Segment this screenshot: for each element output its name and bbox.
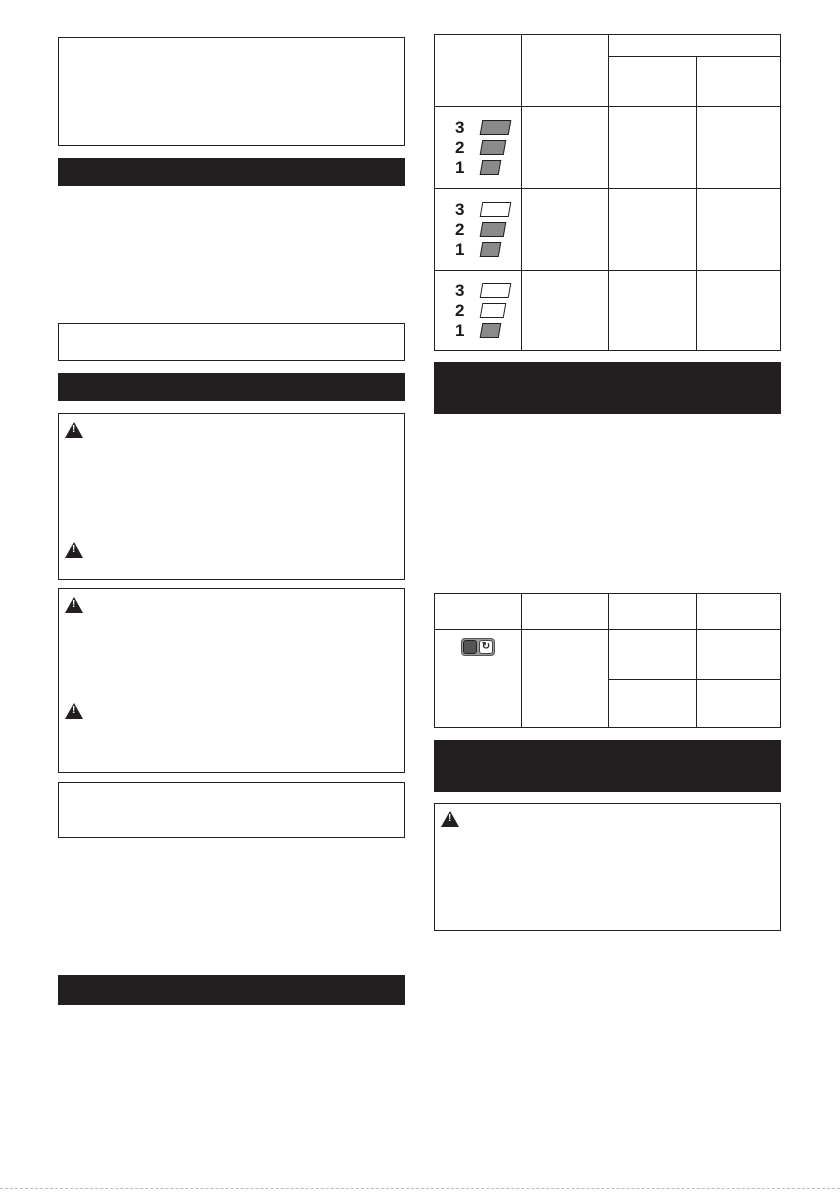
table-header-cell bbox=[697, 57, 781, 107]
table-cell bbox=[697, 680, 781, 728]
indicator-segment-lit bbox=[480, 222, 507, 237]
table-row bbox=[435, 630, 781, 680]
indicator-segment-lit bbox=[480, 323, 502, 338]
section-header-bar-4 bbox=[434, 362, 781, 414]
section-header-bar-1 bbox=[58, 158, 405, 186]
table-cell bbox=[522, 189, 609, 271]
level-number: 2 bbox=[455, 137, 465, 157]
indicator-segment-unlit bbox=[480, 202, 512, 217]
indicator-segment-lit bbox=[480, 120, 512, 135]
level-number: 2 bbox=[455, 300, 465, 320]
table-row bbox=[435, 107, 781, 189]
mode-table bbox=[434, 593, 781, 728]
battery-level-indicator bbox=[435, 107, 522, 189]
table-cell bbox=[609, 271, 697, 351]
warning-box-3 bbox=[434, 803, 781, 931]
square-button-icon bbox=[463, 640, 477, 654]
table-header-cell bbox=[609, 35, 781, 57]
level-number: 3 bbox=[455, 199, 465, 219]
level-number: 3 bbox=[455, 280, 465, 300]
mode-switch-button-icon bbox=[461, 638, 495, 656]
indicator-segment-lit bbox=[480, 140, 507, 155]
table-header-cell bbox=[697, 594, 781, 630]
indicator-segment-unlit bbox=[480, 303, 507, 318]
table-header-cell bbox=[522, 594, 609, 630]
table-cell bbox=[697, 189, 781, 271]
battery-capacity-table bbox=[434, 34, 781, 351]
table-cell bbox=[609, 630, 697, 680]
level-number: 2 bbox=[455, 219, 465, 239]
indicator-segment-unlit bbox=[480, 283, 512, 298]
table-cell bbox=[697, 107, 781, 189]
warning-triangle-icon bbox=[65, 703, 83, 719]
table-row bbox=[435, 271, 781, 351]
table-header-cell bbox=[609, 57, 697, 107]
table-cell bbox=[609, 107, 697, 189]
table-header-cell bbox=[435, 35, 522, 107]
table-cell bbox=[609, 680, 697, 728]
level-number: 3 bbox=[455, 117, 465, 137]
warning-box-2 bbox=[58, 588, 405, 773]
indicator-segment-lit bbox=[480, 242, 502, 257]
table-header-cell bbox=[522, 35, 609, 107]
section-header-bar-5 bbox=[434, 740, 781, 792]
table-header-cell bbox=[435, 594, 522, 630]
table-cell bbox=[609, 189, 697, 271]
level-number: 1 bbox=[455, 239, 465, 259]
note-box-bottom bbox=[58, 782, 405, 838]
table-cell bbox=[697, 630, 781, 680]
indicator-segment-lit bbox=[480, 160, 502, 175]
warning-triangle-icon bbox=[441, 811, 459, 827]
battery-level-indicator bbox=[435, 189, 522, 271]
level-number: 1 bbox=[455, 320, 465, 340]
warning-triangle-icon bbox=[65, 597, 83, 613]
table-cell bbox=[522, 107, 609, 189]
table-row bbox=[435, 189, 781, 271]
warning-box-1 bbox=[58, 413, 405, 580]
battery-level-indicator bbox=[435, 271, 522, 351]
table-cell bbox=[522, 630, 609, 728]
mode-button-cell bbox=[435, 630, 522, 728]
warning-triangle-icon bbox=[65, 422, 83, 438]
section-header-bar-2 bbox=[58, 373, 405, 401]
table-cell bbox=[522, 271, 609, 351]
level-number: 1 bbox=[455, 157, 465, 177]
warning-triangle-icon bbox=[65, 542, 83, 558]
table-cell bbox=[697, 271, 781, 351]
page-footer-rule bbox=[0, 1188, 840, 1189]
rotation-icon: ↻ bbox=[479, 640, 493, 654]
section-header-bar-3 bbox=[58, 975, 405, 1005]
note-box-top bbox=[58, 37, 405, 146]
table-header-cell bbox=[609, 594, 697, 630]
note-box-small bbox=[58, 323, 405, 361]
